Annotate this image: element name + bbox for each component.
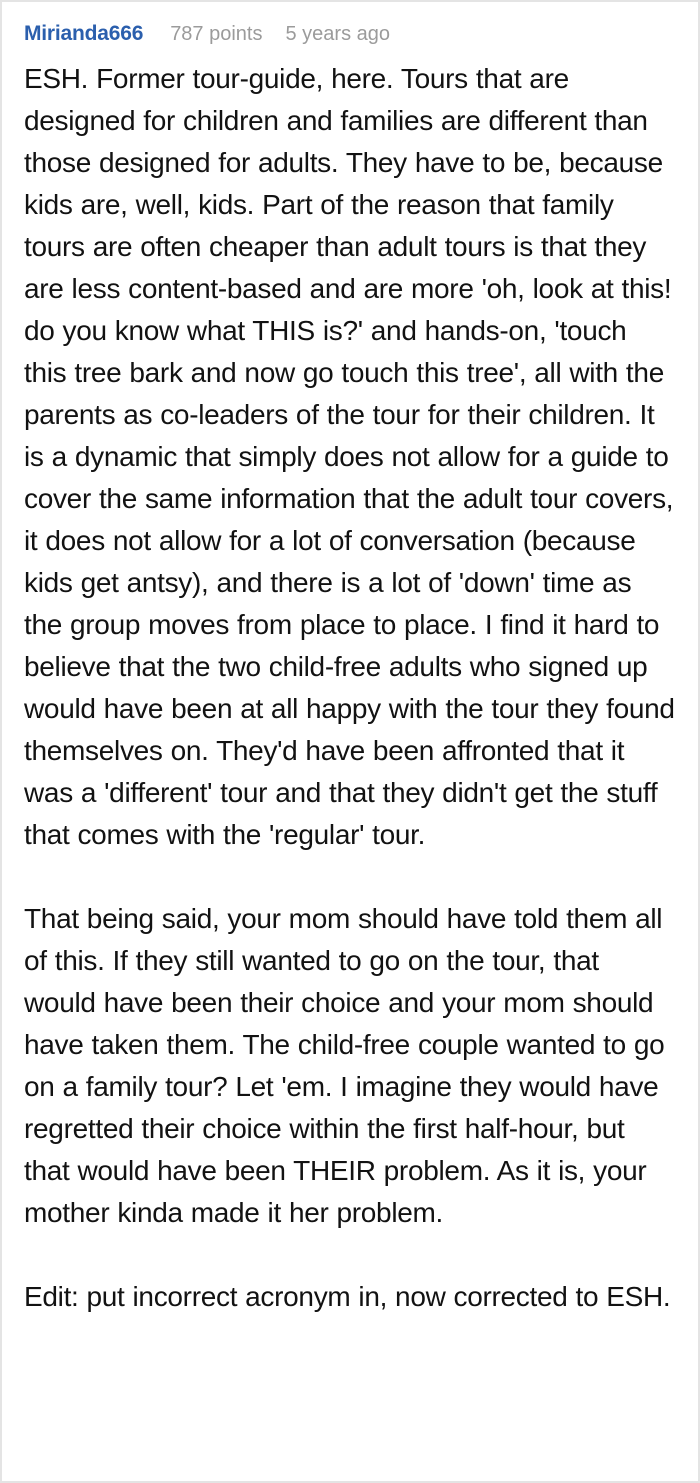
comment-paragraph: Edit: put incorrect acronym in, now corrected to ESH. [24,1281,671,1312]
comment-paragraph: That being said, your mom should have told them all of this. If they still wanted to go on the tour, that would have been their choice and your mom should have taken them. The child-free couple wanted to go on a family tour? Let 'em. I imagine they would have regretted their choice within the first half-hour, but that would have been THEIR problem. As it is, your mother kinda made it her problem. [24,903,665,1228]
comment-timestamp: 5 years ago [285,23,390,45]
comment-header [24,22,676,46]
comment-author-link[interactable]: Mirianda666 [24,22,144,45]
comment-points: 787 points [170,23,263,45]
comment-body [24,58,676,1318]
comment-paragraph: ESH. Former tour-guide, here. Tours that are designed for children and families are different than those designed for adults. They have to be, because kids are, well, kids. Part of the reason that family tours are often cheaper than adult tours is that they are less content-based and are more 'oh, look at this! do you know what THIS is?' and hands-on, 'touch this tree bark and now go touch this tree', all with the parents as co-leaders of the tour for their children. It is a dynamic that simply does not allow for a guide to cover the same information that the adult tour covers, it does not allow for a lot of conversation (because kids get antsy), and there is a lot of 'down' time as the group moves from place to place. I find it hard to believe that the two child-free adults who signed up would have been at all happy with the tour they found themselves on. They'd have been affronted that it was a 'different' tour and that they didn't get the stuff that comes with the 'regular' tour. [24,63,675,850]
